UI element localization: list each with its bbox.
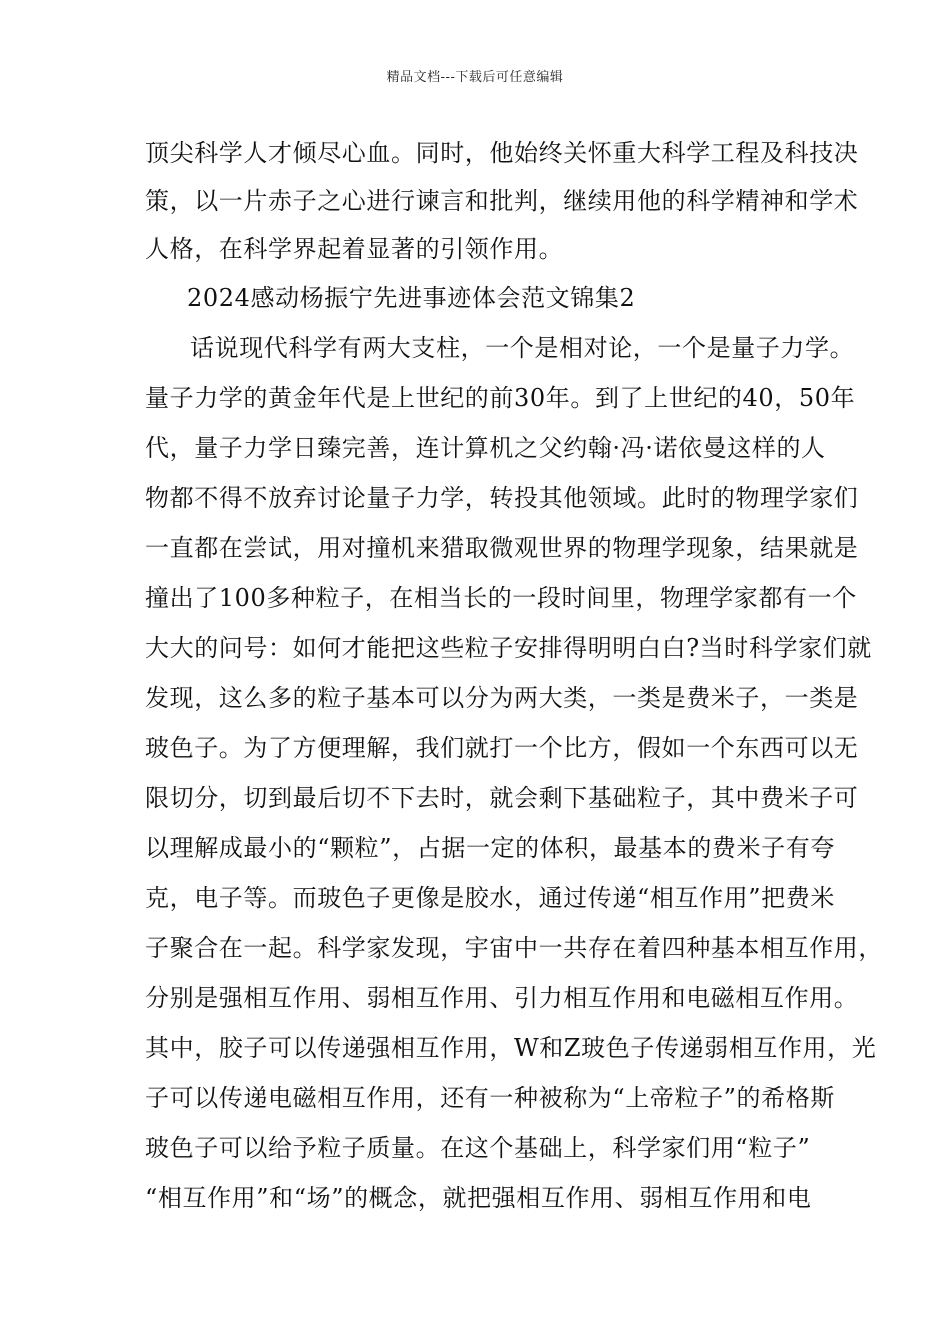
section-title: 2024感动杨振宁先进事迹体会范文锦集2 bbox=[187, 284, 636, 312]
body-line-22: “相互作用”和“场”的概念，就把强相互作用、弱相互作用和电 bbox=[145, 1184, 812, 1212]
body-line-6: 量子力学的黄金年代是上世纪的前30年。到了上世纪的40，50年 bbox=[145, 384, 856, 412]
body-line-20: 子可以传递电磁相互作用，还有一种被称为“上帝粒子”的希格斯 bbox=[145, 1084, 835, 1112]
body-line-15: 以理解成最小的“颗粒”，占据一定的体积，最基本的费米子有夸 bbox=[145, 834, 835, 862]
body-line-10: 撞出了100多种粒子，在相当长的一段时间里，物理学家都有一个 bbox=[145, 584, 857, 612]
body-line-8: 物都不得不放弃讨论量子力学，转投其他领域。此时的物理学家们 bbox=[145, 484, 859, 512]
body-line-5: 话说现代科学有两大支柱，一个是相对论，一个是量子力学。 bbox=[190, 334, 855, 362]
body-line-18: 分别是强相互作用、弱相互作用、引力相互作用和电磁相互作用。 bbox=[145, 984, 859, 1012]
body-line-14: 限切分，切到最后切不下去时，就会剩下基础粒子，其中费米子可 bbox=[145, 784, 859, 812]
body-line-21: 玻色子可以给予粒子质量。在这个基础上，科学家们用“粒子” bbox=[145, 1134, 811, 1162]
body-line-3: 人格，在科学界起着显著的引领作用。 bbox=[145, 235, 564, 263]
body-line-1: 顶尖科学人才倾尽心血。同时，他始终关怀重大科学工程及科技决 bbox=[145, 139, 859, 167]
body-line-16: 克，电子等。而玻色子更像是胶水，通过传递“相互作用”把费米 bbox=[145, 884, 835, 912]
body-line-9: 一直都在尝试，用对撞机来猎取微观世界的物理学现象，结果就是 bbox=[145, 534, 859, 562]
body-line-17: 子聚合在一起。科学家发现，宇宙中一共存在着四种基本相互作用， bbox=[145, 934, 883, 962]
page-header: 精品文档---下载后可任意编辑 bbox=[386, 70, 564, 85]
body-line-2: 策，以一片赤子之心进行谏言和批判，继续用他的科学精神和学术 bbox=[145, 187, 859, 215]
body-line-19: 其中，胶子可以传递强相互作用，W和Z玻色子传递弱相互作用，光 bbox=[145, 1034, 877, 1062]
body-line-7: 代，量子力学日臻完善，连计算机之父约翰·冯·诺依曼这样的人 bbox=[145, 434, 826, 462]
body-line-11: 大大的问号：如何才能把这些粒子安排得明明白白?当时科学家们就 bbox=[145, 634, 872, 662]
body-line-13: 玻色子。为了方便理解，我们就打一个比方，假如一个东西可以无 bbox=[145, 734, 859, 762]
body-line-12: 发现，这么多的粒子基本可以分为两大类，一类是费米子，一类是 bbox=[145, 684, 859, 712]
